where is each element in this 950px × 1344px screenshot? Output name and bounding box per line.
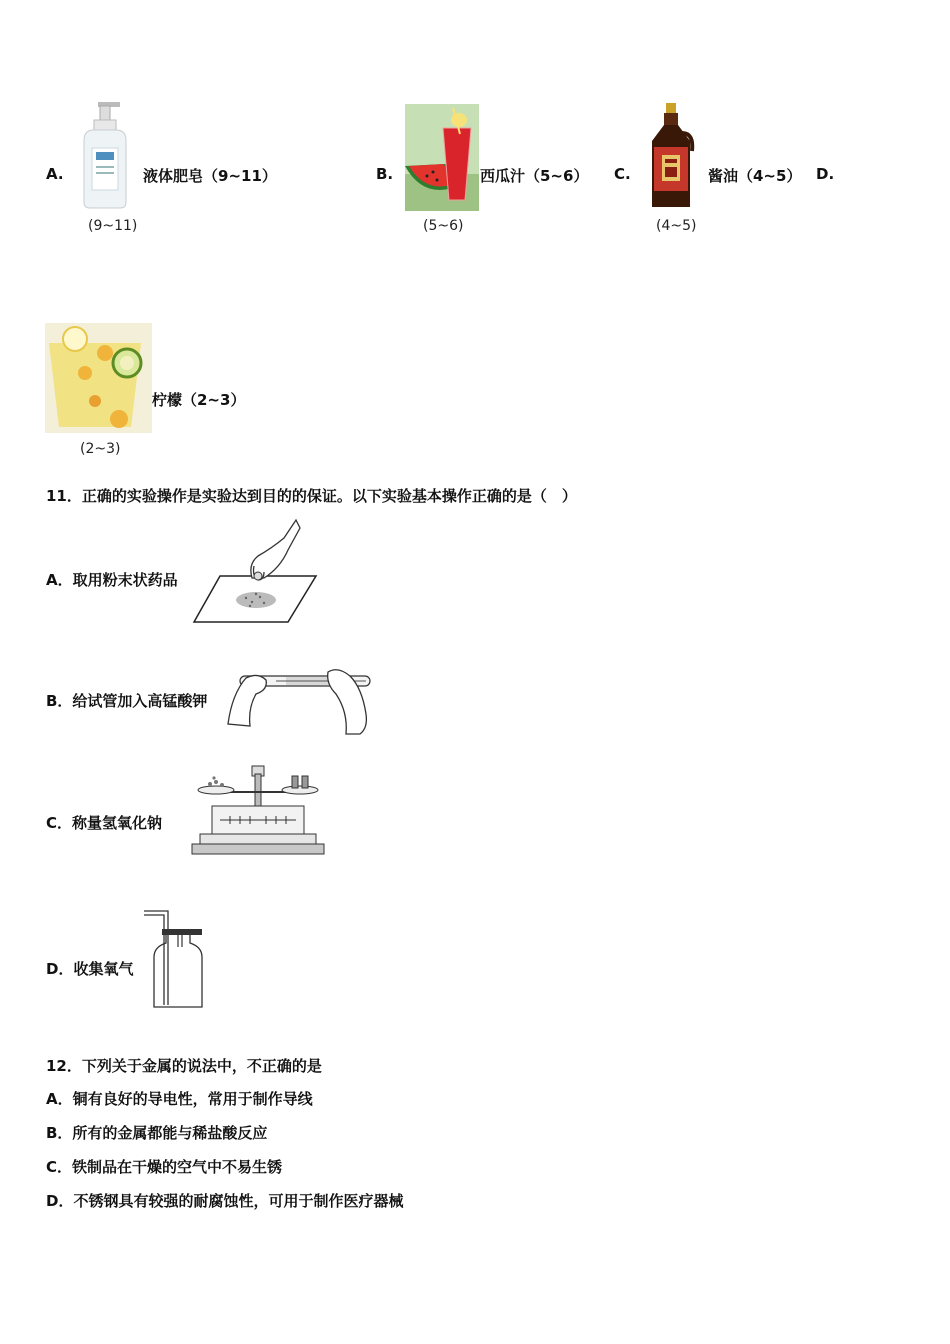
q12-option-c: C．铁制品在干燥的空气中不易生锈 xyxy=(46,1158,283,1176)
gas-bottle-image xyxy=(142,907,206,1009)
q12-option-d: D．不锈钢具有较强的耐腐蚀性，可用于制作医疗器械 xyxy=(46,1192,404,1210)
option-b-label: B. xyxy=(376,165,394,183)
question-11-stem: 11．正确的实验操作是实验达到目的的保证。以下实验基本操作正确的是（ ） xyxy=(46,487,577,505)
option-d-label: D. xyxy=(816,165,835,183)
option-b-text: 西瓜汁（5~6） xyxy=(480,167,589,185)
q11-option-c: C．称量氢氧化钠 xyxy=(46,814,163,832)
liquid-soap-bottle-image xyxy=(78,100,130,210)
powder-on-paper-image xyxy=(192,518,318,624)
option-d-caption: (2~3) xyxy=(80,441,121,457)
option-a-caption: (9~11) xyxy=(88,218,138,234)
soy-sauce-bottle-image xyxy=(648,103,696,211)
test-tube-hands-image xyxy=(226,664,376,736)
option-a-label: A. xyxy=(46,165,64,183)
lemon-drink-image xyxy=(45,323,152,433)
q11-option-b: B．给试管加入高锰酸钾 xyxy=(46,692,208,710)
option-b-caption: (5~6) xyxy=(423,218,464,234)
option-a-text: 液体肥皂（9~11） xyxy=(143,167,277,185)
q12-option-a: A．铜有良好的导电性，常用于制作导线 xyxy=(46,1090,313,1108)
option-d-text: 柠檬（2~3） xyxy=(152,391,246,409)
option-c-label: C. xyxy=(614,165,631,183)
q12-option-b: B．所有的金属都能与稀盐酸反应 xyxy=(46,1124,268,1142)
q11-option-d: D．收集氧气 xyxy=(46,960,134,978)
question-12-stem: 12．下列关于金属的说法中，不正确的是 xyxy=(46,1057,322,1075)
option-c-text: 酱油（4~5） xyxy=(708,167,802,185)
balance-scale-image xyxy=(190,764,326,856)
q11-option-a: A．取用粉末状药品 xyxy=(46,571,178,589)
option-c-caption: (4~5) xyxy=(656,218,697,234)
watermelon-juice-image xyxy=(405,104,479,211)
